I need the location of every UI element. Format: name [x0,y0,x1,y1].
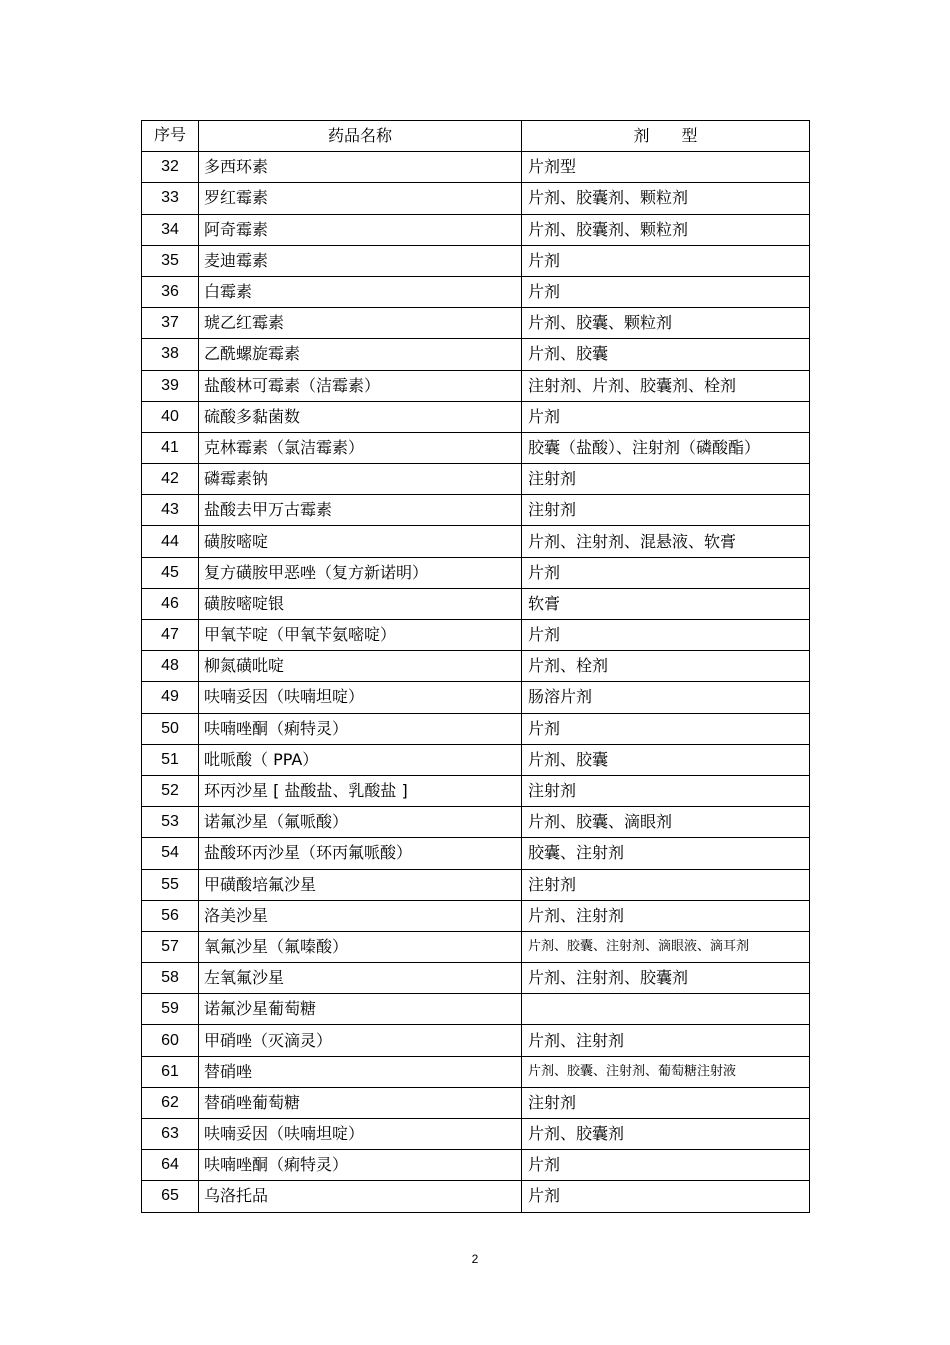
row-dosage-form: 片剂、胶囊、注射剂、葡萄糖注射液 [522,1056,810,1087]
row-dosage-form: 注射剂 [522,495,810,526]
row-serial-number: 39 [142,370,199,401]
table-row [142,869,810,900]
row-dosage-form: 片剂 [522,401,810,432]
table-row [142,1056,810,1087]
row-serial-number: 55 [142,869,199,900]
table-row [142,588,810,619]
row-serial-number: 51 [142,744,199,775]
row-dosage-form: 片剂 [522,245,810,276]
table-row [142,557,810,588]
row-drug-name: 柳氮磺吡啶 [199,651,522,682]
row-serial-number: 43 [142,495,199,526]
row-dosage-form [522,994,810,1025]
row-drug-name: 阿奇霉素 [199,214,522,245]
row-serial-number: 37 [142,308,199,339]
row-serial-number: 49 [142,682,199,713]
row-drug-name: 琥乙红霉素 [199,308,522,339]
row-dosage-form: 胶囊（盐酸）、注射剂（磷酸酯） [522,432,810,463]
row-serial-number: 65 [142,1181,199,1212]
table-header-row [142,121,810,152]
row-drug-name: 乌洛托品 [199,1181,522,1212]
table-row [142,931,810,962]
row-dosage-form: 片剂、胶囊 [522,744,810,775]
row-dosage-form: 片剂、注射剂 [522,900,810,931]
table-row [142,620,810,651]
row-drug-name: 诺氟沙星葡萄糖 [199,994,522,1025]
row-dosage-form: 注射剂 [522,464,810,495]
table-row [142,495,810,526]
row-dosage-form: 片剂 [522,1181,810,1212]
table-row [142,807,810,838]
row-serial-number: 44 [142,526,199,557]
row-serial-number: 47 [142,620,199,651]
row-dosage-form: 片剂、胶囊剂、颗粒剂 [522,183,810,214]
row-drug-name: 盐酸环丙沙星（环丙氟哌酸） [199,838,522,869]
row-dosage-form: 片剂、注射剂、混悬液、软膏 [522,526,810,557]
row-serial-number: 62 [142,1087,199,1118]
table-row [142,744,810,775]
row-dosage-form: 片剂型 [522,152,810,183]
row-dosage-form: 注射剂、片剂、胶囊剂、栓剂 [522,370,810,401]
row-drug-name: 多西环素 [199,152,522,183]
row-drug-name: 替硝唑 [199,1056,522,1087]
row-dosage-form: 片剂 [522,557,810,588]
row-dosage-form: 片剂、栓剂 [522,651,810,682]
table-row [142,370,810,401]
row-dosage-form: 肠溶片剂 [522,682,810,713]
row-serial-number: 36 [142,276,199,307]
row-dosage-form: 片剂、胶囊剂、颗粒剂 [522,214,810,245]
row-drug-name: 盐酸林可霉素（洁霉素） [199,370,522,401]
row-serial-number: 57 [142,931,199,962]
row-dosage-form: 片剂、胶囊、颗粒剂 [522,308,810,339]
row-serial-number: 56 [142,900,199,931]
row-serial-number: 40 [142,401,199,432]
table-row [142,651,810,682]
row-dosage-form: 片剂 [522,620,810,651]
row-drug-name: 硫酸多黏菌数 [199,401,522,432]
page-number: 2 [471,1252,479,1266]
row-serial-number: 42 [142,464,199,495]
table-row [142,526,810,557]
table-row [142,963,810,994]
row-drug-name: 磷霉素钠 [199,464,522,495]
row-drug-name: 罗红霉素 [199,183,522,214]
row-dosage-form: 片剂 [522,276,810,307]
row-serial-number: 32 [142,152,199,183]
table-row [142,994,810,1025]
header-drug-name: 药品名称 [199,121,522,152]
row-dosage-form: 注射剂 [522,869,810,900]
row-drug-name: 克林霉素（氯洁霉素） [199,432,522,463]
row-serial-number: 53 [142,807,199,838]
table-row [142,152,810,183]
table-row [142,339,810,370]
row-drug-name: 甲磺酸培氟沙星 [199,869,522,900]
table-row [142,183,810,214]
row-serial-number: 33 [142,183,199,214]
row-drug-name: 盐酸去甲万古霉素 [199,495,522,526]
row-serial-number: 59 [142,994,199,1025]
row-dosage-form: 注射剂 [522,775,810,806]
table-row [142,775,810,806]
header-dosage-form: 剂 型 [522,121,810,152]
row-drug-name: 氧氟沙星（氟嗪酸） [199,931,522,962]
row-drug-name: 磺胺嘧啶银 [199,588,522,619]
row-drug-name: 替硝唑葡萄糖 [199,1087,522,1118]
row-drug-name: 呋喃唑酮（痢特灵） [199,713,522,744]
row-drug-name: 呋喃妥因（呋喃坦啶） [199,1119,522,1150]
row-dosage-form: 片剂、注射剂、胶囊剂 [522,963,810,994]
row-serial-number: 61 [142,1056,199,1087]
row-dosage-form: 注射剂 [522,1087,810,1118]
table-row [142,1150,810,1181]
table-row [142,682,810,713]
table-row [142,245,810,276]
drug-table [141,120,810,1213]
table-row [142,900,810,931]
table-row [142,214,810,245]
table-row [142,1025,810,1056]
row-serial-number: 38 [142,339,199,370]
table-row [142,1181,810,1212]
row-drug-name: 洛美沙星 [199,900,522,931]
table-row [142,1087,810,1118]
row-serial-number: 64 [142,1150,199,1181]
row-drug-name: 吡哌酸（ PPA） [199,744,522,775]
row-serial-number: 52 [142,775,199,806]
row-serial-number: 63 [142,1119,199,1150]
row-serial-number: 48 [142,651,199,682]
row-drug-name: 呋喃唑酮（痢特灵） [199,1150,522,1181]
row-drug-name: 左氧氟沙星 [199,963,522,994]
row-dosage-form: 片剂、注射剂 [522,1025,810,1056]
table-row [142,276,810,307]
table-row [142,401,810,432]
row-dosage-form: 片剂、胶囊剂 [522,1119,810,1150]
row-dosage-form: 软膏 [522,588,810,619]
row-serial-number: 46 [142,588,199,619]
table-body [142,152,810,1212]
row-dosage-form: 片剂、胶囊、滴眼剂 [522,807,810,838]
row-serial-number: 35 [142,245,199,276]
row-dosage-form: 片剂、胶囊 [522,339,810,370]
row-drug-name: 呋喃妥因（呋喃坦啶） [199,682,522,713]
row-serial-number: 60 [142,1025,199,1056]
row-drug-name: 麦迪霉素 [199,245,522,276]
table-row [142,713,810,744]
table-row [142,1119,810,1150]
table-row [142,838,810,869]
row-serial-number: 41 [142,432,199,463]
row-serial-number: 54 [142,838,199,869]
row-serial-number: 34 [142,214,199,245]
row-drug-name: 甲氧苄啶（甲氧苄氨嘧啶） [199,620,522,651]
row-dosage-form: 片剂 [522,1150,810,1181]
row-drug-name: 乙酰螺旋霉素 [199,339,522,370]
table-row [142,432,810,463]
row-dosage-form: 片剂 [522,713,810,744]
table-row [142,308,810,339]
row-drug-name: 复方磺胺甲恶唑（复方新诺明） [199,557,522,588]
row-drug-name: 白霉素 [199,276,522,307]
row-serial-number: 45 [142,557,199,588]
row-drug-name: 诺氟沙星（氟哌酸） [199,807,522,838]
row-drug-name: 磺胺嘧啶 [199,526,522,557]
row-dosage-form: 胶囊、注射剂 [522,838,810,869]
row-drug-name: 环丙沙星 [ 盐酸盐、乳酸盐 ] [199,775,522,806]
header-serial-number: 序号 [142,121,199,152]
row-drug-name: 甲硝唑（灭滴灵） [199,1025,522,1056]
row-dosage-form: 片剂、胶囊、注射剂、滴眼液、滴耳剂 [522,931,810,962]
table-row [142,464,810,495]
row-serial-number: 50 [142,713,199,744]
row-serial-number: 58 [142,963,199,994]
